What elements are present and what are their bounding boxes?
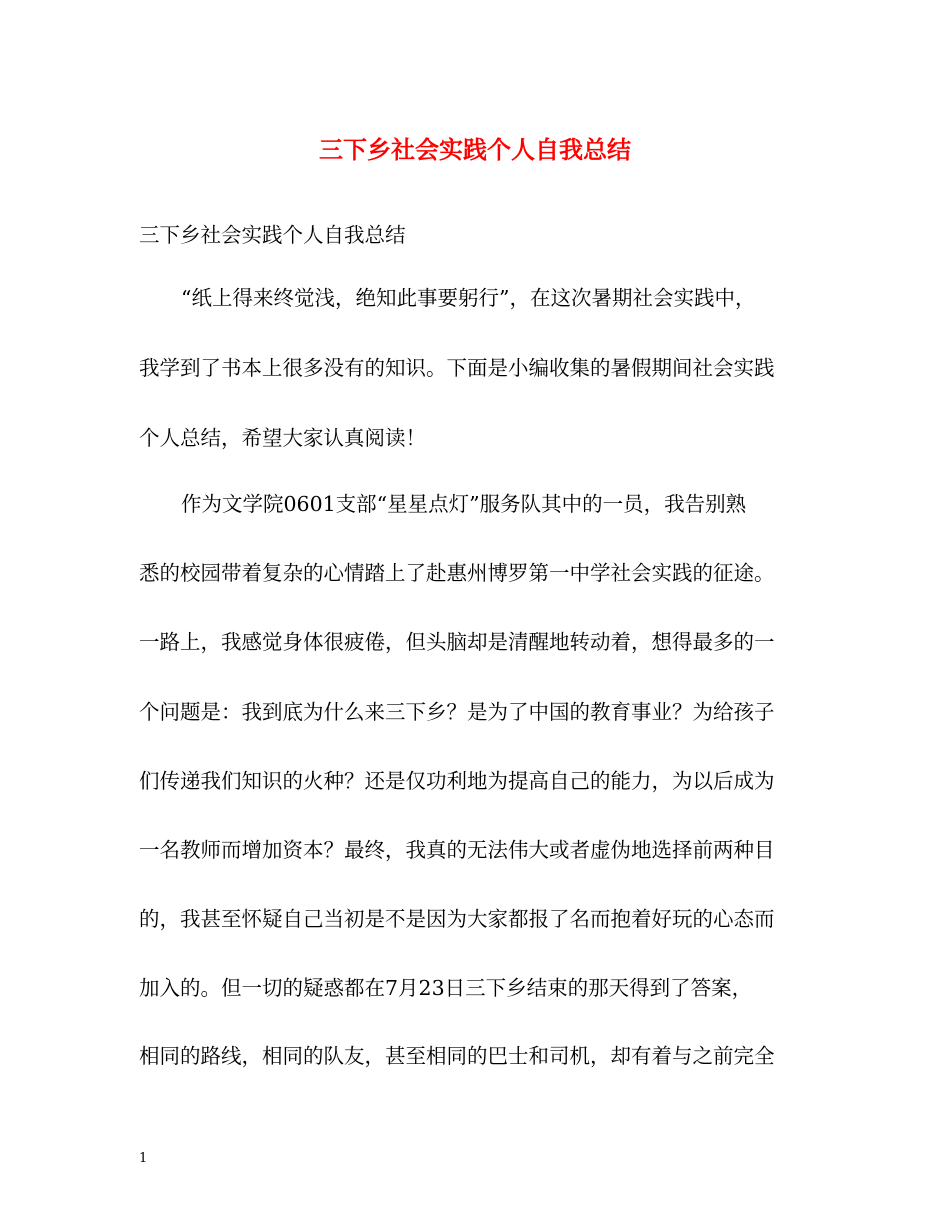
paragraph-line: 悉的校园带着复杂的心情踏上了赴惠州博罗第一中学社会实践的征途。	[139, 561, 775, 585]
paragraph-line: 的，我甚至怀疑自己当初是不是因为大家都报了名而抱着好玩的心态而	[139, 907, 775, 931]
paragraph-line: 个人总结，希望大家认真阅读！	[139, 426, 426, 450]
paragraph-line: 们传递我们知识的火种？还是仅功利地为提高自己的能力，为以后成为	[139, 769, 775, 793]
paragraph-line: 个问题是：我到底为什么来三下乡？是为了中国的教育事业？为给孩子	[139, 700, 775, 724]
document-title: 三下乡社会实践个人自我总结	[319, 135, 631, 164]
paragraph-line: 一路上，我感觉身体很疲倦，但头脑却是清醒地转动着，想得最多的一	[139, 630, 775, 654]
paragraph-line: 加入的。但一切的疑惑都在7月23日三下乡结束的那天得到了答案，	[139, 976, 753, 1000]
paragraph-line: “纸上得来终觉浅，绝知此事要躬行”，在这次暑期社会实践中，	[181, 286, 756, 310]
document-subtitle: 三下乡社会实践个人自我总结	[139, 223, 406, 247]
page-number: 1	[139, 1151, 148, 1166]
paragraph-line: 我学到了书本上很多没有的知识。下面是小编收集的暑假期间社会实践	[139, 356, 775, 380]
paragraph-line: 相同的路线，相同的队友，甚至相同的巴士和司机，却有着与之前完全	[139, 1044, 775, 1068]
paragraph-line: 作为文学院0601支部“星星点灯”服务队其中的一员，我告别熟	[181, 492, 747, 516]
paragraph-line: 一名教师而增加资本？最终，我真的无法伟大或者虚伪地选择前两种目	[139, 838, 775, 862]
